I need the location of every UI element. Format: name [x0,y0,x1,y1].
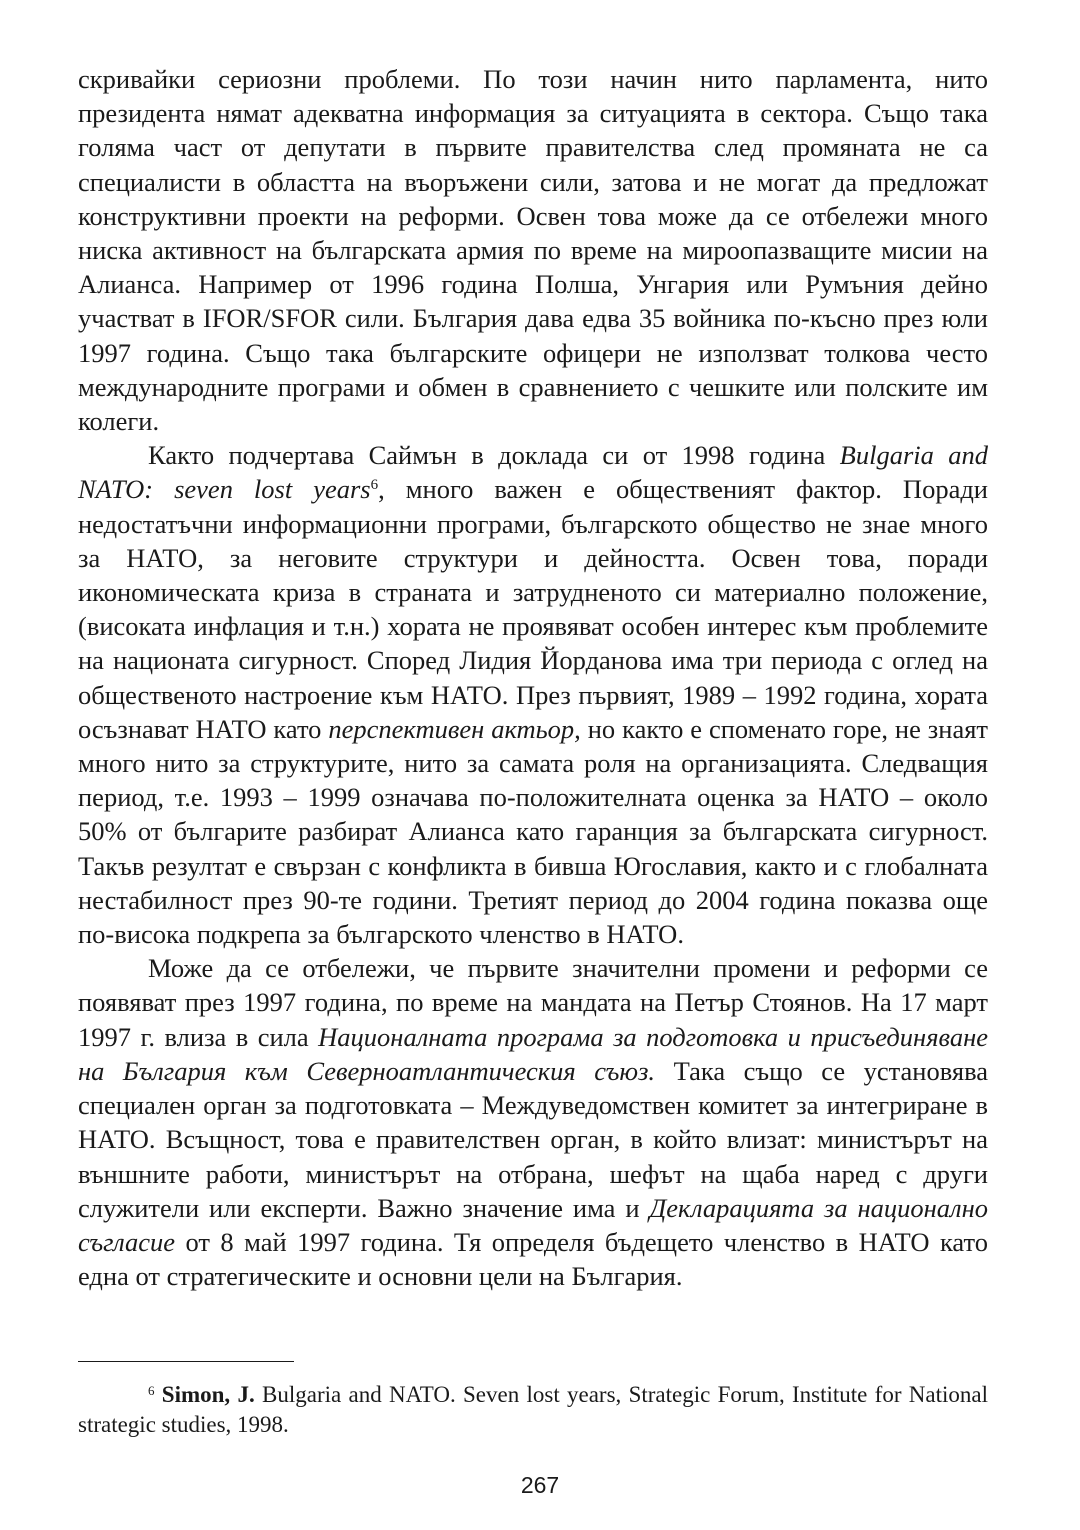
page-number: 267 [520,1472,560,1498]
national-program-title: Националната програма за подготовка и присъединяване на България към Северноатлантическия съюз. [78,1021,988,1086]
paragraph-1 [78,62,988,438]
paragraph-3-text-c: от 8 май 1997 година. Тя определя бъдещето членство в НАТО като една от стратегическите и основни цели на България. [78,1226,988,1292]
paragraph-2-text-a: Както подчертава Саймън в доклада си от 1998 година [148,440,840,471]
declaration-title: Декларацията за национално съгласие [78,1192,988,1257]
footnote-divider [78,1361,294,1362]
footnote-author: Simon, J. [161,1382,255,1407]
page-body [78,62,988,1293]
paragraph-2-text-b: , много важен е общественият фактор. Поради недостатъчни информационни програми, българското общество не знае много за НАТО, за неговите структури и дейността. Освен това, поради икономическата криза в страната и затрудненото си материално положение, (високата инфлация и т.н.) хората не проявяват особен интерес към проблемите на национата сигурност. Според Лидия Йорданова има три периода с оглед на общественото настроение към НАТО. През първият, 1989 – 1992 година, хората осъзнават НАТО като [78,474,988,744]
paragraph-2 [78,438,988,951]
paragraph-3-text-a: Може да се отбележи, че първите значителни промени и реформи се появяват през 1997 година, по време на мандата на Петър Стоянов. На 17 март 1997 г. влиза в сила [78,953,988,1052]
footnote-reference[interactable]: 6 [370,477,379,494]
paragraph-3-text-b: Така също се установява специален орган за подготовката – Междуведомствен комитет за интегриране в НАТО. Всъщност, това е правителствен орган, в който влизат: министърът на външните работи, министърът на отбрана, шефът на щаба наред с други служители или експерти. Важно значение има и [78,1055,988,1223]
paragraph-3 [78,951,988,1293]
footnote-marker: 6 [148,1382,155,1398]
paragraph-2-text-c: но както е споменато горе, не знаят много нито за структурите, нито за самата роля на организацията. Следващия период, т.е. 1993 – 1999 означава по-положителната оценка за НАТО – около 50% от българите разбират Алианса като гаранция за българската сигурност. Такъв резултат е свързан с конфликта в бивша Югославия, както и с глобалната нестабилност през 90-те години. Третият период до 2004 година показва още по-висока подкрепа за българското членство в НАТО. [78,713,988,950]
paragraph-1-text: скривайки сериозни проблеми. По този начин нито парламента, нито президента нямат адекватна информация за ситуацията в сектора. Също така голяма част от депутати в първите правителства след промяната не са специалисти в областта на въоръжени сили, затова и не могат да предложат конструктивни проекти на реформи. Освен това може да се отбележи много ниска активност на българската армия по време на мироопазващите мисии на Алианса. Например от 1996 година Полша, Унгария или Румъния дейно участват в IFOR/SFOR сили. България дава едва 35 войника по-късно през юли 1997 година. Също така българските офицери не използват толкова често международните програми и обмен в сравнението с чешките или полските им колеги. [78,64,988,437]
report-title: Bulgaria and NATO: seven lost years [78,440,988,505]
emphasis-perspective-actor: перспективен актьор, [328,713,581,744]
footnote [78,1380,988,1440]
footnote-text: Bulgaria and NATO. Seven lost years, Strategic Forum, Institute for National strategic studies, 1998. [78,1382,988,1437]
